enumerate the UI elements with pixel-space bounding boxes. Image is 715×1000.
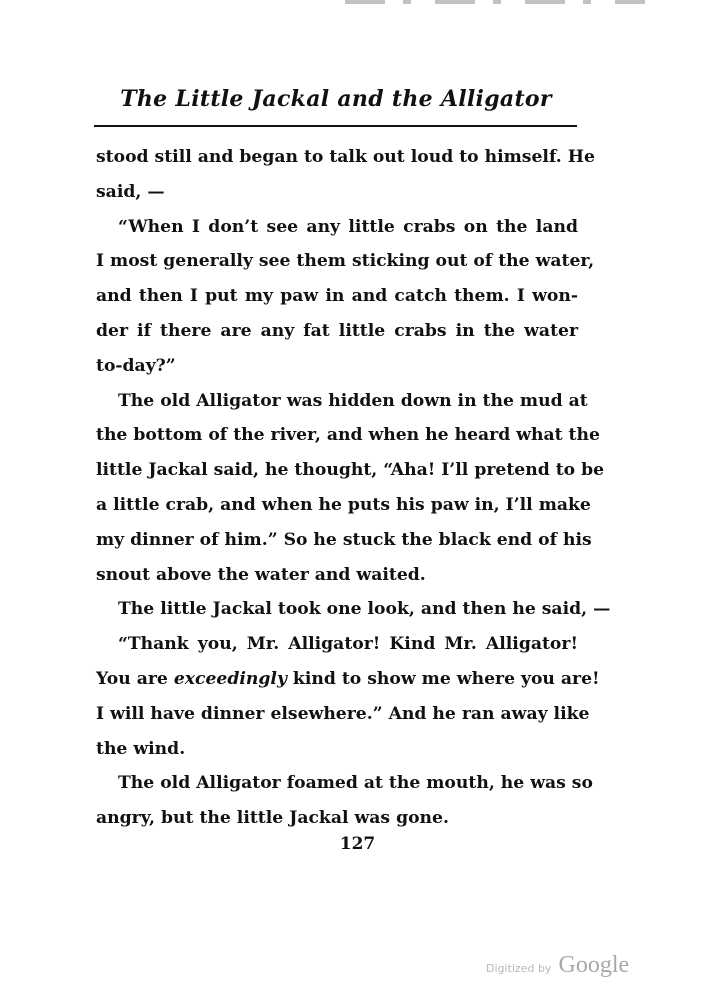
text-line: said, — bbox=[96, 181, 165, 202]
text-line: my dinner of him.” So he stuck the black end of his bbox=[96, 529, 592, 550]
text-line: the wind. bbox=[96, 738, 186, 759]
header-rule bbox=[94, 125, 577, 127]
text-segment: kind to show me where you are! bbox=[286, 668, 600, 689]
digitized-watermark bbox=[486, 952, 629, 979]
text-segment: You are bbox=[96, 668, 174, 689]
text-line: I most generally see them sticking out of the water, bbox=[96, 251, 595, 272]
text-line: snout above the water and waited. bbox=[96, 564, 426, 585]
text-line: I will have dinner elsewhere.” And he ran away like bbox=[96, 703, 590, 724]
scan-artifact bbox=[345, 0, 645, 4]
text-line: “When I don’t see any little crabs on the land bbox=[118, 216, 578, 237]
digitized-prefix: Digitized by bbox=[486, 962, 552, 975]
text-line: The little Jackal took one look, and then he said, — bbox=[118, 599, 611, 620]
text-line: a little crab, and when he puts his paw in, I’ll make bbox=[96, 494, 591, 515]
text-line: the bottom of the river, and when he heard what the bbox=[96, 425, 600, 446]
text-line: stood still and began to talk out loud to himself. He bbox=[96, 147, 595, 167]
text-line: to-day?” bbox=[96, 355, 176, 376]
text-line-mixed bbox=[96, 662, 600, 697]
text-line: der if there are any fat little crabs in the water bbox=[96, 320, 578, 341]
text-line: The old Alligator foamed at the mouth, he was so bbox=[118, 773, 593, 794]
running-header: The Little Jackal and the Alligator bbox=[120, 86, 552, 112]
italic-emphasis: exceedingly bbox=[173, 668, 287, 689]
text-line: little Jackal said, he thought, “Aha! I’ll pretend to be bbox=[96, 460, 605, 481]
text-line: “Thank you, Mr. Alligator! Kind Mr. Alligator! bbox=[118, 634, 578, 655]
text-line: and then I put my paw in and catch them. I won- bbox=[96, 286, 578, 307]
text-line: angry, but the little Jackal was gone. bbox=[96, 808, 449, 829]
page-number: 127 bbox=[339, 834, 376, 854]
page-body bbox=[96, 140, 611, 836]
text-line: The old Alligator was hidden down in the mud at bbox=[118, 390, 588, 411]
google-logo: Google bbox=[558, 952, 630, 978]
